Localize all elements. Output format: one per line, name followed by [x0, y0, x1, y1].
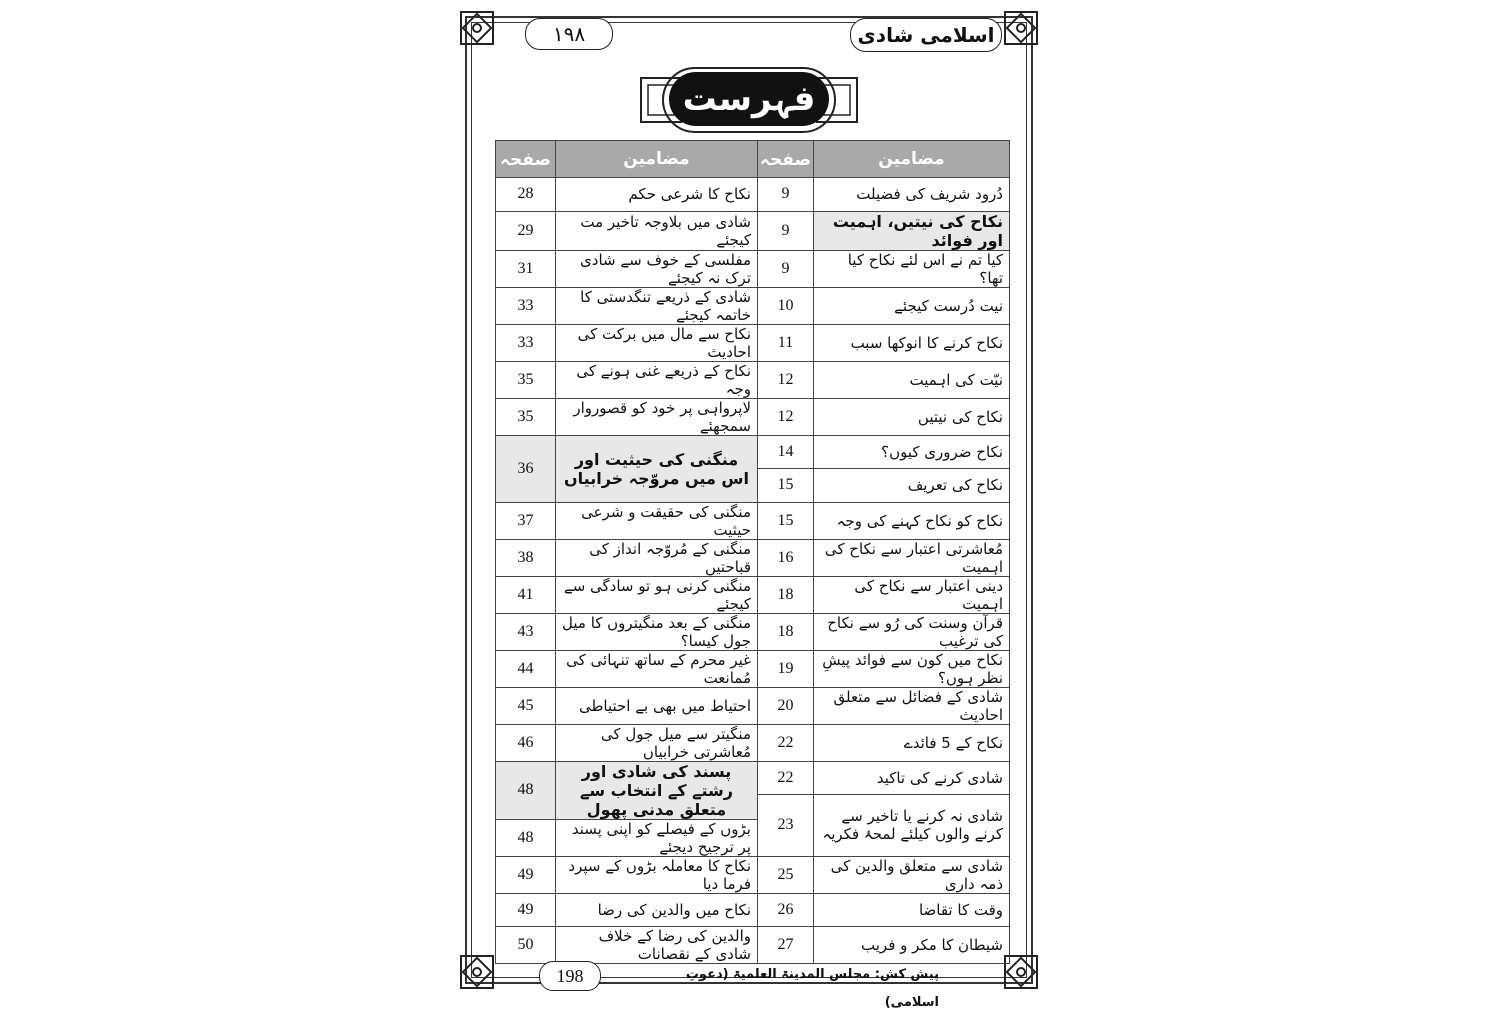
toc-entry-page: 28 [496, 178, 556, 212]
toc-entry-subject: مفلسی کے خوف سے شادی ترک نہ کیجئے [556, 250, 758, 287]
footer-page-number: 198 [539, 961, 601, 991]
toc-entry-subject: احتیاط میں بھی بے احتیاطی [556, 687, 758, 724]
column-header-subjects: مضامین [556, 141, 758, 178]
table-of-contents [495, 140, 1010, 964]
toc-entry-subject: وقت کا تقاضا [814, 893, 1010, 927]
toc-entry-subject: قرآن وسنت کی رُو سے نکاح کی ترغیب [814, 613, 1010, 650]
toc-entry-page: 10 [758, 287, 814, 324]
toc-entry-subject: منگنی کی حقیقت و شرعی حیثیت [556, 502, 758, 539]
corner-knot-ornament [999, 6, 1043, 50]
toc-entry-subject: نکاح کے 5 فائدے [814, 724, 1010, 761]
toc-entry-page: 22 [758, 761, 814, 795]
corner-knot-ornament [455, 950, 499, 994]
toc-entry-subject: منگیتر سے میل جول کی مُعاشرتی خرابیاں [556, 724, 758, 761]
table-row [496, 927, 1010, 964]
table-row [496, 324, 1010, 361]
toc-entry-page: 48 [496, 761, 556, 819]
toc-entry-page: 16 [758, 539, 814, 576]
toc-entry-page: 46 [496, 724, 556, 761]
toc-entry-subject: نکاح کے ذریعے غنی ہونے کی وجہ [556, 361, 758, 398]
toc-entry-subject: نکاح میں والدین کی رضا [556, 893, 758, 927]
column-header-page: صفحہ [758, 141, 814, 178]
page-footer [539, 961, 969, 1010]
toc-entry-subject: مُعاشرتی اعتبار سے نکاح کی اہمیت [814, 539, 1010, 576]
corner-knot-ornament [455, 6, 499, 50]
toc-entry-page: 35 [496, 398, 556, 435]
toc-entry-page: 25 [758, 856, 814, 893]
toc-entry-page: 15 [758, 502, 814, 539]
toc-entry-page: 11 [758, 324, 814, 361]
toc-entry-subject: نکاح کی نیتیں [814, 398, 1010, 435]
table-row [496, 650, 1010, 687]
contents-title: فہرست [669, 72, 829, 126]
toc-section-heading: نکاح کی نیتیں، اہمیت اور فوائد [814, 211, 1010, 250]
toc-entry-subject: شادی میں بلاوجہ تاخیر مت کیجئے [556, 211, 758, 250]
table-row [496, 502, 1010, 539]
table-row [496, 287, 1010, 324]
toc-entry-subject: نکاح ضروری کیوں؟ [814, 435, 1010, 469]
toc-entry-page: 18 [758, 613, 814, 650]
toc-entry-page: 19 [758, 650, 814, 687]
toc-entry-page: 35 [496, 361, 556, 398]
toc-entry-page: 49 [496, 856, 556, 893]
toc-entry-subject: شادی نہ کرنے یا تاخیر سے کرنے والوں کیلئے لمحۂ فکریہ [814, 795, 1010, 857]
toc-entry-subject: نکاح کو نکاح کہنے کی وجہ [814, 502, 1010, 539]
toc-entry-page: 49 [496, 893, 556, 927]
toc-entry-page: 18 [758, 576, 814, 613]
toc-entry-subject: دُرود شریف کی فضیلت [814, 178, 1010, 212]
toc-entry-page: 22 [758, 724, 814, 761]
toc-entry-page: 12 [758, 361, 814, 398]
toc-entry-subject: نکاح میں کون سے فوائد پیشِ نظر ہوں؟ [814, 650, 1010, 687]
toc-entry-subject: منگنی کے مُروّجہ انداز کی قباحتیں [556, 539, 758, 576]
toc-entry-subject: شادی کرنے کی تاکید [814, 761, 1010, 795]
table-row [496, 178, 1010, 212]
toc-entry-subject: والدین کی رضا کے خلاف شادی کے نقصانات [556, 927, 758, 964]
toc-entry-subject: نکاح کرنے کا انوکھا سبب [814, 324, 1010, 361]
table-row [496, 435, 1010, 469]
table-row [496, 576, 1010, 613]
toc-entry-subject: شیطان کا مکر و فریب [814, 927, 1010, 964]
toc-entry-subject: دینی اعتبار سے نکاح کی اہمیت [814, 576, 1010, 613]
toc-entry-page: 48 [496, 819, 556, 856]
toc-entry-subject: غیر محرم کے ساتھ تنہائی کی مُمانعت [556, 650, 758, 687]
toc-entry-page: 20 [758, 687, 814, 724]
contents-banner [639, 64, 859, 136]
toc-entry-page: 33 [496, 324, 556, 361]
toc-entry-page: 44 [496, 650, 556, 687]
column-header-page: صفحہ [496, 141, 556, 178]
toc-entry-page: 33 [496, 287, 556, 324]
toc-entry-page: 41 [496, 576, 556, 613]
toc-entry-page: 9 [758, 211, 814, 250]
toc-entry-subject: شادی کے فضائل سے متعلق احادیث [814, 687, 1010, 724]
toc-entry-page: 29 [496, 211, 556, 250]
table-row [496, 211, 1010, 250]
toc-entry-page: 27 [758, 927, 814, 964]
column-header-subjects: مضامین [814, 141, 1010, 178]
toc-section-heading: منگنی کی حیثیت اور اس میں مروّجہ خرابیاں [556, 435, 758, 502]
toc-entry-page: 38 [496, 539, 556, 576]
table-row [496, 761, 1010, 795]
toc-entry-subject: کیا تم نے اس لئے نکاح کیا تھا؟ [814, 250, 1010, 287]
toc-entry-subject: شادی سے متعلق والدین کی ذمہ داری [814, 856, 1010, 893]
toc-entry-page: 23 [758, 795, 814, 857]
toc-entry-subject: نکاح سے مال میں برکت کی احادیث [556, 324, 758, 361]
table-row [496, 250, 1010, 287]
toc-entry-subject: نیت دُرست کیجئے [814, 287, 1010, 324]
table-row [496, 893, 1010, 927]
toc-entry-subject: نکاح کا معاملہ بڑوں کے سپرد فرما دیا [556, 856, 758, 893]
running-header-title: اسلامی شادی [850, 18, 1002, 52]
toc-entry-subject: نیّت کی اہمیت [814, 361, 1010, 398]
table-row [496, 856, 1010, 893]
toc-entry-page: 45 [496, 687, 556, 724]
toc-section-heading: پسند کی شادی اور رشتے کے انتخاب سے متعلق مدنی پھول [556, 761, 758, 819]
table-row [496, 687, 1010, 724]
toc-entry-page: 26 [758, 893, 814, 927]
toc-entry-page: 15 [758, 469, 814, 503]
toc-entry-page: 31 [496, 250, 556, 287]
toc-entry-subject: بڑوں کے فیصلے کو اپنی پسند پر ترجیح دیجئے [556, 819, 758, 856]
toc-entry-page: 37 [496, 502, 556, 539]
toc-entry-subject: نکاح کا شرعی حکم [556, 178, 758, 212]
toc-entry-page: 36 [496, 435, 556, 502]
toc-entry-page: 43 [496, 613, 556, 650]
toc-entry-page: 12 [758, 398, 814, 435]
toc-entry-page: 50 [496, 927, 556, 964]
table-row [496, 398, 1010, 435]
running-header-page-number: ۱۹۸ [525, 18, 613, 50]
toc-entry-page: 9 [758, 178, 814, 212]
table-row [496, 613, 1010, 650]
table-header-row [496, 141, 1010, 178]
toc-entry-subject: لاپرواہی پر خود کو قصوروار سمجھئے [556, 398, 758, 435]
table-row [496, 539, 1010, 576]
toc-entry-subject: منگنی کرنی ہو تو سادگی سے کیجئے [556, 576, 758, 613]
book-page [455, 6, 1043, 1010]
toc-entry-page: 14 [758, 435, 814, 469]
toc-entry-subject: نکاح کی تعریف [814, 469, 1010, 503]
toc-entry-subject: منگنی کے بعد منگیتروں کا میل جول کیسا؟ [556, 613, 758, 650]
toc-entry-subject: شادی کے ذریعے تنگدستی کا خاتمہ کیجئے [556, 287, 758, 324]
table-row [496, 361, 1010, 398]
toc-entry-page: 9 [758, 250, 814, 287]
footer-publisher: پیش کش: مجلس المدینۃ العلمیۃ (دعوتِ اسلامی) [685, 967, 939, 1010]
table-row [496, 724, 1010, 761]
